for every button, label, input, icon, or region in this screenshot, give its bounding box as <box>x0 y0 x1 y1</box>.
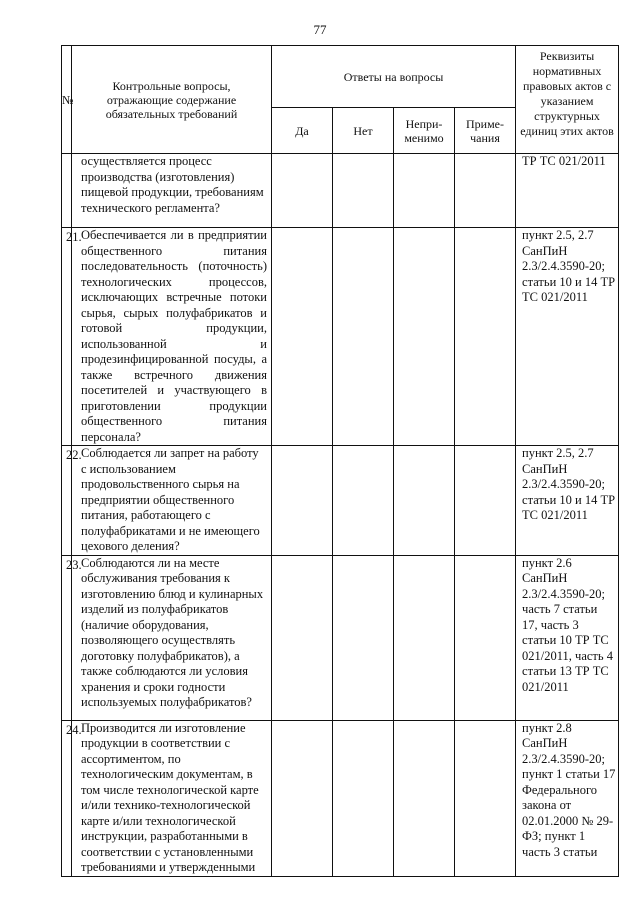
answer-na-cell <box>394 154 455 228</box>
row-number: 22. <box>62 446 72 556</box>
answer-na-cell <box>394 555 455 720</box>
header-row-top <box>62 46 619 108</box>
row-question: Соблюдается ли запрет на работу с использованием продовольственного сырья на предприятии общественного питания, работающего с полуфабрикатами и не имеющего цехового деления? <box>72 446 272 556</box>
answer-no-cell <box>333 228 394 446</box>
table-row <box>62 555 619 720</box>
table-row <box>62 720 619 876</box>
row-reference: пункт 2.5, 2.7 СанПиН 2.3/2.4.3590-20; статьи 10 и 14 ТР ТС 021/2011 <box>516 446 619 556</box>
row-number: 24. <box>62 720 72 876</box>
header-requisites: Реквизиты нормативных правовых актов с указанием структурных единиц этих актов <box>516 46 619 154</box>
answer-na-cell <box>394 720 455 876</box>
row-number: 23. <box>62 555 72 720</box>
table-row <box>62 154 619 228</box>
answer-notes-cell <box>455 446 516 556</box>
header-question: Контрольные вопросы, отражающие содержание обязательных требований <box>72 46 272 154</box>
answer-na-cell <box>394 228 455 446</box>
row-number <box>62 154 72 228</box>
page-number: 77 <box>313 22 327 37</box>
answer-no-cell <box>333 154 394 228</box>
row-reference: пункт 2.6 СанПиН 2.3/2.4.3590-20; часть 7 статьи 17, часть 3 статьи 10 ТР ТС 021/2011, часть 4 статьи 13 ТР ТС 021/2011 <box>516 555 619 720</box>
answer-yes-cell <box>272 720 333 876</box>
answer-yes-cell <box>272 228 333 446</box>
table-row <box>62 446 619 556</box>
row-reference: ТР ТС 021/2011 <box>516 154 619 228</box>
checklist-table <box>61 45 619 877</box>
header-not-applicable: Непри-менимо <box>394 108 455 154</box>
row-question: Производится ли изготовление продукции в соответствии с ассортиментом, по технологическим документам, в том числе технологической карте и/или технико-технологической карте и/или технологической инструкции, разработанными в соответствии с установленными требованиями и утвержденными <box>72 720 272 876</box>
header-notes: Приме-чания <box>455 108 516 154</box>
answer-yes-cell <box>272 555 333 720</box>
header-no: Нет <box>333 108 394 154</box>
answer-no-cell <box>333 555 394 720</box>
header-answers: Ответы на вопросы <box>272 46 516 108</box>
answer-notes-cell <box>455 720 516 876</box>
answer-yes-cell <box>272 446 333 556</box>
answer-notes-cell <box>455 555 516 720</box>
answer-no-cell <box>333 446 394 556</box>
row-reference: пункт 2.5, 2.7 СанПиН 2.3/2.4.3590-20; статьи 10 и 14 ТР ТС 021/2011 <box>516 228 619 446</box>
answer-notes-cell <box>455 154 516 228</box>
row-number: 21. <box>62 228 72 446</box>
header-yes: Да <box>272 108 333 154</box>
answer-no-cell <box>333 720 394 876</box>
row-question: Соблюдаются ли на месте обслуживания требования к изготовлению блюд и кулинарных изделий из полуфабрикатов (наличие оборудования, позволяющего осуществлять доготовку полуфабрикатов), а также соблюдаются ли условия хранения и сроки годности используемых полуфабрикатов? <box>72 555 272 720</box>
row-question: Обеспечивается ли в предприятии общественного питания последовательность (поточность) технологических процессов, исключающих встречные потоки сырья, сырых полуфабрикатов и готовой продукции, использованной и продезинфицированной посуды, а также встречного движения посетителей и участвующего в приготовлении продукции общественного питания персонала? <box>72 228 272 446</box>
header-num: № <box>62 46 72 154</box>
row-question: осуществляется процесс производства (изготовления) пищевой продукции, требованиям технического регламента? <box>72 154 272 228</box>
table-row <box>62 228 619 446</box>
row-reference: пункт 2.8 СанПиН 2.3/2.4.3590-20; пункт 1 статьи 17 Федерального закона от 02.01.2000 № 29-ФЗ; пункт 1 часть 3 статьи <box>516 720 619 876</box>
answer-yes-cell <box>272 154 333 228</box>
answer-na-cell <box>394 446 455 556</box>
answer-notes-cell <box>455 228 516 446</box>
